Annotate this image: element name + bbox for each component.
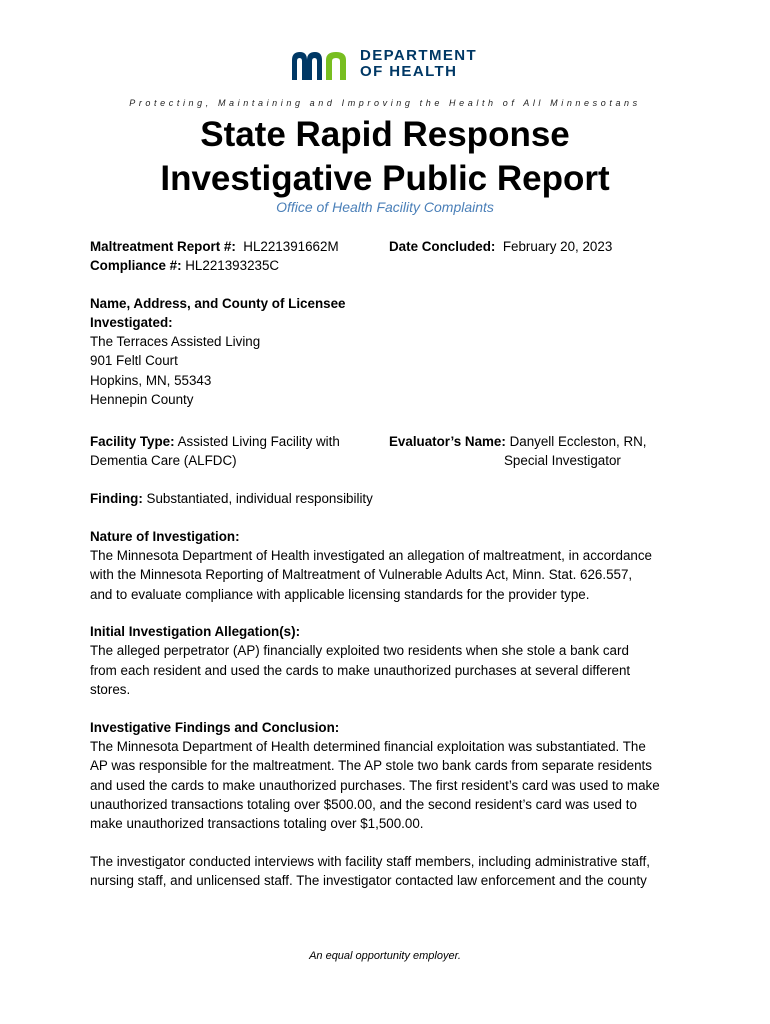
logo-line-1: DEPARTMENT <box>360 47 478 64</box>
page-title <box>0 113 770 201</box>
interview-line: The investigator conducted interviews with facility staff members, including administrative staff, <box>90 854 650 869</box>
evaluator-value-2: Special Investigator <box>504 453 621 468</box>
findings-line: The Minnesota Department of Health determined financial exploitation was substantiated. The <box>90 739 646 754</box>
mdh-logo <box>290 48 490 82</box>
facility-value-1: Assisted Living Facility with <box>177 434 340 449</box>
licensee-county: Hennepin County <box>90 392 194 407</box>
compliance-label: Compliance #: <box>90 258 182 273</box>
licensee-name: The Terraces Assisted Living <box>90 334 261 349</box>
compliance-row <box>90 256 279 275</box>
nature-line: with the Minnesota Reporting of Maltreatment of Vulnerable Adults Act, Minn. Stat. 626.557, <box>90 567 633 582</box>
nature-heading: Nature of Investigation: <box>90 529 240 544</box>
finding-row <box>90 489 373 508</box>
allegation-line: stores. <box>90 682 131 697</box>
evaluator-value-1: Danyell Eccleston, RN, <box>509 434 647 449</box>
mn-logo-icon <box>290 50 354 80</box>
nature-line: and to evaluate compliance with applicable licensing standards for the provider type. <box>90 587 590 602</box>
evaluator-row <box>389 432 647 451</box>
date-value: February 20, 2023 <box>502 239 613 254</box>
finding-value: Substantiated, individual responsibility <box>146 491 373 506</box>
footer-text: An equal opportunity employer. <box>309 950 461 962</box>
date-label: Date Concluded: <box>389 239 496 254</box>
findings-line: unauthorized transactions totaling over $500.00, and the second resident’s card was used to <box>90 797 637 812</box>
nature-line: The Minnesota Department of Health investigated an allegation of maltreatment, in accordance <box>90 548 652 563</box>
allegation-line: The alleged perpetrator (AP) financially exploited two residents when she stole a bank card <box>90 643 629 658</box>
interview-line: nursing staff, and unlicensed staff. The investigator contacted law enforcement and the county <box>90 873 647 888</box>
findings-line: make unauthorized transactions totaling over $1,500.00. <box>90 816 424 831</box>
facility-label: Facility Type: <box>90 434 175 449</box>
logo-wordmark <box>360 48 477 80</box>
licensee-heading-1: Name, Address, and County of Licensee <box>90 296 346 311</box>
office-subtitle: Office of Health Facility Complaints <box>276 199 494 215</box>
date-concluded-row <box>389 237 612 256</box>
findings-line: AP was responsible for the maltreatment. The AP stole two bank cards from separate residents <box>90 758 652 773</box>
facility-type-row <box>90 432 340 451</box>
title-line-1: State Rapid Response <box>200 115 570 154</box>
licensee-street: 901 Feltl Court <box>90 353 178 368</box>
maltreatment-report-row <box>90 237 339 256</box>
facility-value-2: Dementia Care (ALFDC) <box>90 453 237 468</box>
maltreatment-label: Maltreatment Report #: <box>90 239 236 254</box>
finding-label: Finding: <box>90 491 143 506</box>
compliance-value: HL221393235C <box>185 258 280 273</box>
tagline: Protecting, Maintaining and Improving the Health of All Minnesotans <box>129 98 641 108</box>
evaluator-label: Evaluator’s Name: <box>389 434 506 449</box>
title-line-2: Investigative Public Report <box>160 159 610 198</box>
allegation-heading: Initial Investigation Allegation(s): <box>90 624 301 639</box>
maltreatment-value: HL221391662M <box>243 239 339 254</box>
findings-heading: Investigative Findings and Conclusion: <box>90 720 340 735</box>
findings-line: and used the cards to make unauthorized purchases. The first resident’s card was used to make <box>90 778 660 793</box>
licensee-heading-2: Investigated: <box>90 315 173 330</box>
licensee-city: Hopkins, MN, 55343 <box>90 373 212 388</box>
allegation-line: from each resident and used the cards to make unauthorized purchases at several different <box>90 663 631 678</box>
logo-line-2: OF HEALTH <box>360 63 458 80</box>
